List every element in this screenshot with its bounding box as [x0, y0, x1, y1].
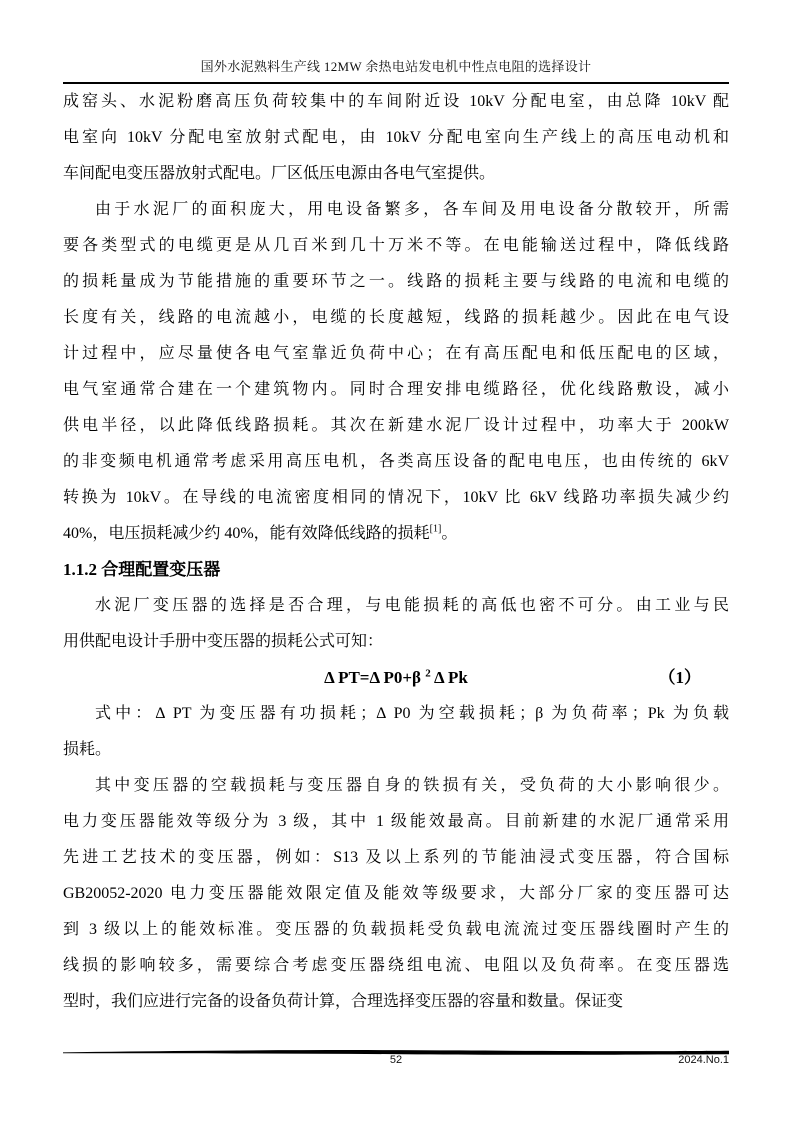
footer-rule — [63, 1044, 729, 1053]
text-line: GB20052-2020 电力变压器能效限定值及能效等级要求，大部分厂家的变压器可达 — [63, 885, 729, 902]
text-line: 式中：Δ PT 为变压器有功损耗；Δ P0 为空载损耗；β 为负荷率；Pk 为负载 — [95, 705, 729, 722]
text-line: 成窑头、水泥粉磨高压负荷较集中的车间附近设 10kV 分配电室，由总降 10kV 配 — [63, 93, 729, 110]
equation — [63, 660, 729, 696]
superscript-ref: [1] — [429, 523, 442, 535]
equation-number: （1） — [658, 668, 701, 687]
text-line: 的非变频电机通常考虑采用高压电机，各类高压设备的配电电压，也由传统的 6kV — [63, 453, 729, 470]
text-line: 先进工艺技术的变压器，例如：S13 及以上系列的节能油浸式变压器，符合国标 — [63, 849, 729, 866]
superscript-ref: 2 — [425, 667, 431, 680]
text-line: 电力变压器能效等级分为 3 级，其中 1 级能效最高。目前新建的水泥厂通常采用 — [63, 813, 729, 830]
text-line: 水泥厂变压器的选择是否合理，与电能损耗的高低也密不可分。由工业与民 — [95, 597, 729, 614]
text-line: 电室向 10kV 分配电室放射式配电，由 10kV 分配电室向生产线上的高压电动机和 — [63, 129, 729, 146]
text-line: 由于水泥厂的面积庞大，用电设备繁多，各车间及用电设备分散较开，所需 — [95, 201, 729, 218]
text-line: 要各类型式的电缆更是从几百米到几十万米不等。在电能输送过程中，降低线路 — [63, 237, 729, 254]
issue-label: 2024.No.1 — [678, 1054, 729, 1066]
text-line: 供电半径，以此降低线路损耗。其次在新建水泥厂设计过程中，功率大于 200kW — [63, 417, 729, 434]
text-line: 车间配电变压器放射式配电。厂区低压电源由各电气室提供。 — [63, 165, 496, 182]
text-line: 其中变压器的空载损耗与变压器自身的铁损有关，受负荷的大小影响很少。 — [95, 777, 729, 794]
text-line: 线损的影响较多，需要综合考虑变压器绕组电流、电阻以及负荷率。在变压器选 — [63, 957, 729, 974]
text-line: 40%，电压损耗减少约 40%，能有效降低线路的损耗[1]。 — [63, 523, 458, 542]
page-number: 52 — [389, 1054, 403, 1066]
text-line: 到 3 级以上的能效标准。变压器的负载损耗受负载电流流过变压器线圈时产生的 — [63, 921, 729, 938]
equation-body: Δ PT=Δ P0+β $^2$ Δ Pk — [324, 667, 468, 687]
text-line: 型时，我们应进行完备的设备负荷计算，合理选择变压器的容量和数量。保证变 — [63, 993, 624, 1010]
text-line: 的损耗量成为节能措施的重要环节之一。线路的损耗主要与线路的电流和电缆的 — [63, 273, 729, 290]
section-heading: 1.1.2 合理配置变压器 — [63, 560, 221, 579]
text-line: 计过程中，应尽量使各电气室靠近负荷中心；在有高压配电和低压配电的区域， — [63, 345, 729, 362]
document-body — [63, 84, 729, 1020]
text-line: 损耗。 — [63, 741, 112, 758]
text-line: 用供配电设计手册中变压器的损耗公式可知： — [63, 633, 384, 650]
text-line: 电气室通常合建在一个建筑物内。同时合理安排电缆路径，优化线路敷设，减小 — [63, 381, 729, 398]
text-line: 转换为 10kV。在导线的电流密度相同的情况下，10kV 比 6kV 线路功率损失减少约 — [63, 489, 729, 506]
text-line: 长度有关，线路的电流越小，电缆的长度越短，线路的损耗越少。因此在电气设 — [63, 309, 729, 326]
running-header-title: 国外水泥熟料生产线 12MW 余热电站发电机中性点电阻的选择设计 — [200, 59, 592, 74]
